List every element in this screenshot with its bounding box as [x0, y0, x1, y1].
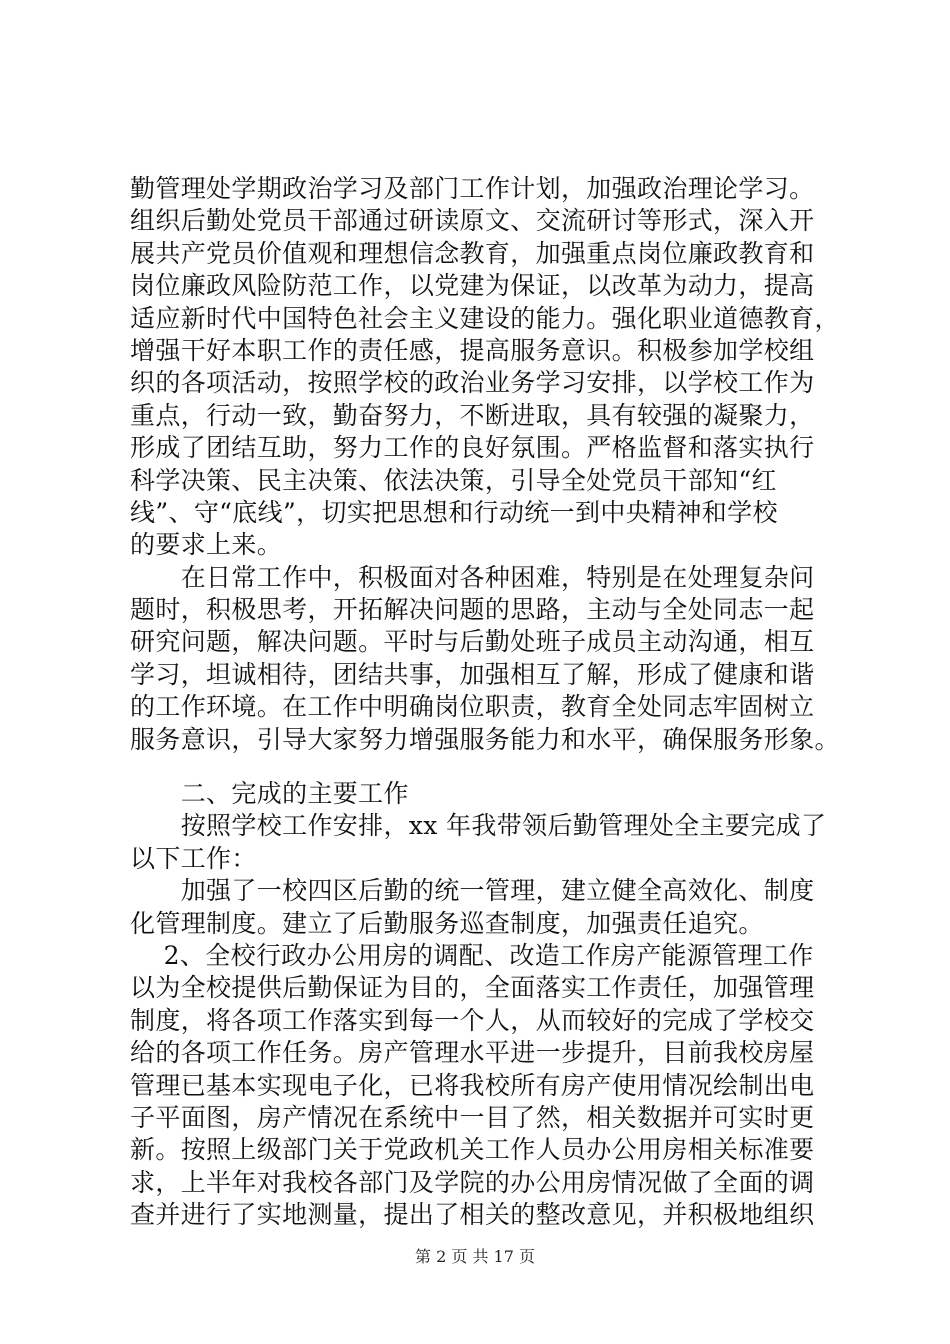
- text-line: 管理已基本实现电子化，已将我校所有房产使用情况绘制出电: [130, 1070, 815, 1100]
- page-number-footer: 第 2 页 共 17 页: [415, 1247, 535, 1266]
- text-line: 以下工作：: [130, 843, 257, 873]
- text-line: 织的各项活动，按照学校的政治业务学习安排，以学校工作为: [130, 368, 815, 398]
- text-line: 组织后勤处党员干部通过研读原文、交流研讨等形式，深入开: [130, 206, 815, 236]
- text-line: 查并进行了实地测量，提出了相关的整改意见，并积极地组织: [130, 1200, 815, 1230]
- text-line: 的要求上来。: [130, 530, 283, 560]
- text-line: 加强了一校四区后勤的统一管理，建立健全高效化、制度: [130, 876, 815, 906]
- text-line: 线”、守“底线”，切实把思想和行动统一到中央精神和学校: [130, 497, 778, 527]
- text-line: 形成了团结互助，努力工作的良好氛围。严格监督和落实执行: [130, 433, 815, 463]
- paragraph-gap: [130, 756, 830, 778]
- text-line: 制度，将各项工作落实到每一个人，从而较好的完成了学校交: [130, 1005, 815, 1035]
- text-line: 的工作环境。在工作中明确岗位职责，教育全处同志牢固树立: [130, 692, 815, 722]
- text-line: 求，上半年对我校各部门及学院的办公用房情况做了全面的调: [130, 1167, 815, 1197]
- text-line: 岗位廉政风险防范工作，以党建为保证，以改革为动力，提高: [130, 271, 815, 301]
- text-line: 化管理制度。建立了后勤服务巡查制度，加强责任追究。: [130, 908, 764, 938]
- text-line: 勤管理处学期政治学习及部门工作计划，加强政治理论学习。: [130, 174, 815, 203]
- text-line: 重点，行动一致，勤奋努力，不断进取，具有较强的凝聚力，: [130, 400, 815, 430]
- text-line: 新。按照上级部门关于党政机关工作人员办公用房相关标准要: [130, 1135, 815, 1165]
- text-line: 适应新时代中国特色社会主义建设的能力。强化职业道德教育，: [130, 303, 840, 333]
- text-line: 题时，积极思考，开拓解决问题的思路，主动与全处同志一起: [130, 595, 815, 625]
- text-line: 给的各项工作任务。房产管理水平进一步提升，目前我校房屋: [130, 1038, 815, 1068]
- text-line: 展共产党员价值观和理想信念教育，加强重点岗位廉政教育和: [130, 238, 815, 268]
- text-line: 学习，坦诚相待，团结共事，加强相互了解，形成了健康和谐: [130, 659, 815, 689]
- text-line: 科学决策、民主决策、依法决策，引导全处党员干部知“红: [130, 465, 777, 495]
- text-line: 按照学校工作安排，xx 年我带领后勤管理处全主要完成了: [130, 811, 827, 841]
- text-line: 服务意识，引导大家努力增强服务能力和水平，确保服务形象。: [130, 724, 840, 754]
- document-body: [130, 173, 840, 1232]
- text-line: 增强干好本职工作的责任感，提高服务意识。积极参加学校组: [130, 335, 815, 365]
- text-line: 在日常工作中，积极面对各种困难，特别是在处理复杂问: [130, 562, 815, 592]
- section-heading: 二、完成的主要工作: [130, 779, 409, 809]
- text-line: 2、全校行政办公用房的调配、改造工作房产能源管理工作: [130, 940, 814, 970]
- text-line: 以为全校提供后勤保证为目的，全面落实工作责任，加强管理: [130, 973, 815, 1003]
- text-line: 研究问题，解决问题。平时与后勤处班子成员主动沟通，相互: [130, 627, 815, 657]
- text-line: 子平面图，房产情况在系统中一目了然，相关数据并可实时更: [130, 1102, 815, 1132]
